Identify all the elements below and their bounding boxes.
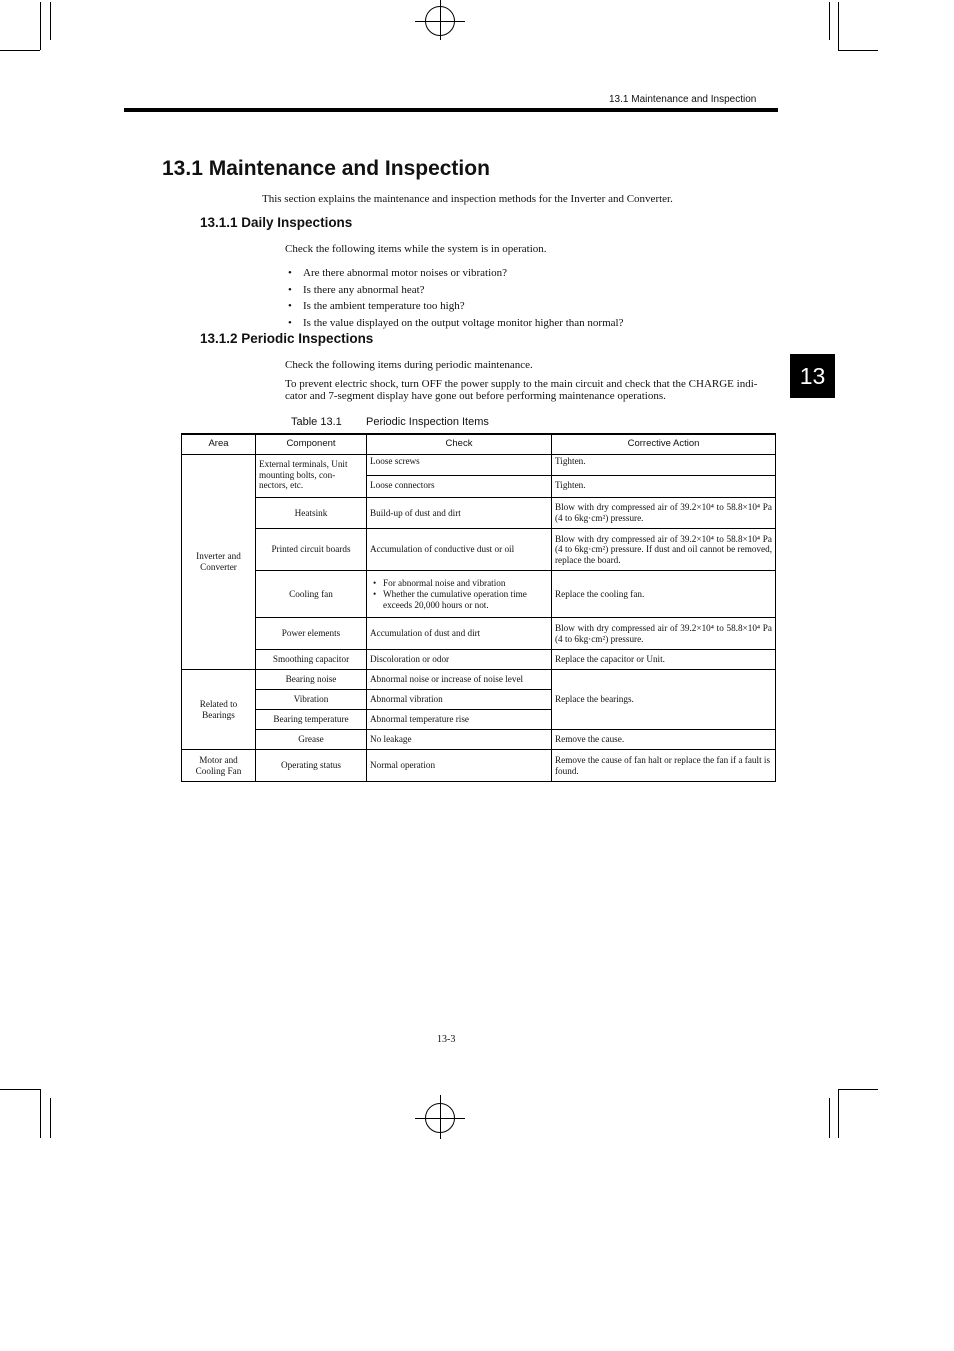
chapter-tab: 13 bbox=[790, 354, 835, 398]
check-cell: Abnormal temperature rise bbox=[367, 710, 552, 730]
action-cell: Blow with dry compressed air of 39.2×10⁴ to 58.8×10⁴ Pa (4 to 6kg·cm²) pressure. If dust and oil cannot be removed, replace the board. bbox=[552, 529, 776, 571]
action-cell: Tighten. bbox=[552, 476, 776, 498]
table-caption-title: Periodic Inspection Items bbox=[366, 416, 489, 428]
list-item: • For abnormal noise and vibration bbox=[373, 577, 506, 588]
col-header-area: Area bbox=[182, 434, 256, 455]
action-cell: Replace the capacitor or Unit. bbox=[552, 650, 776, 670]
area-cell: Related to Bearings bbox=[182, 670, 256, 750]
periodic-inspection-table bbox=[181, 433, 776, 782]
action-cell: Replace the cooling fan. bbox=[552, 571, 776, 618]
fan-check-list bbox=[370, 578, 548, 611]
list-item: • Is the value displayed on the output voltage monitor higher than normal? bbox=[288, 316, 624, 329]
page-title: 13.1 Maintenance and Inspection bbox=[162, 157, 490, 180]
list-item: • Is the ambient temperature too high? bbox=[288, 300, 465, 313]
table-row bbox=[182, 730, 776, 750]
col-header-corrective-action: Corrective Action bbox=[552, 434, 776, 455]
component-cell: Power elements bbox=[256, 618, 367, 650]
section-intro: This section explains the maintenance and inspection methods for the Inverter and Converter. bbox=[262, 193, 673, 205]
action-cell: Tighten. bbox=[552, 455, 776, 476]
component-cell: External terminals, Unit mounting bolts, con-nectors, etc. bbox=[256, 455, 367, 498]
table-row bbox=[182, 750, 776, 782]
component-cell: Bearing noise bbox=[256, 670, 367, 690]
component-cell: Operating status bbox=[256, 750, 367, 782]
component-cell: Grease bbox=[256, 730, 367, 750]
table-caption-number: Table 13.1 bbox=[291, 416, 342, 428]
check-cell: Accumulation of conductive dust or oil bbox=[367, 529, 552, 571]
list-item: • Are there abnormal motor noises or vibration? bbox=[288, 267, 508, 279]
page-number: 13-3 bbox=[437, 1034, 456, 1045]
table-row bbox=[182, 618, 776, 650]
col-header-component: Component bbox=[256, 434, 367, 455]
table-row bbox=[182, 498, 776, 529]
action-cell: Remove the cause. bbox=[552, 730, 776, 750]
list-item: • Is there any abnormal heat? bbox=[288, 283, 425, 296]
check-cell bbox=[367, 571, 552, 618]
check-cell: Loose screws bbox=[367, 455, 552, 476]
check-cell: Accumulation of dust and dirt bbox=[367, 618, 552, 650]
table-row bbox=[182, 455, 776, 476]
check-cell: Abnormal noise or increase of noise level bbox=[367, 670, 552, 690]
check-cell: Loose connectors bbox=[367, 476, 552, 498]
check-cell: Build-up of dust and dirt bbox=[367, 498, 552, 529]
check-cell: No leakage bbox=[367, 730, 552, 750]
safety-warning: To prevent electric shock, turn OFF the power supply to the main circuit and check that the CHARGE indi- cator and 7-segment display have gone out before performing maintenance operations. bbox=[285, 378, 758, 402]
action-cell: Blow with dry compressed air of 39.2×10⁴ to 58.8×10⁴ Pa (4 to 6kg·cm²) pressure. bbox=[552, 618, 776, 650]
table-row bbox=[182, 670, 776, 690]
action-cell: Remove the cause of fan halt or replace the fan if a fault is found. bbox=[552, 750, 776, 782]
list-item: • Whether the cumulative operation time exceeds 20,000 hours or not. bbox=[373, 589, 527, 610]
component-cell: Cooling fan bbox=[256, 571, 367, 618]
component-cell: Heatsink bbox=[256, 498, 367, 529]
periodic-lead: Check the following items during periodic maintenance. bbox=[285, 359, 533, 371]
daily-checklist bbox=[288, 265, 623, 331]
running-head: 13.1 Maintenance and Inspection bbox=[609, 94, 757, 105]
header-rule bbox=[124, 108, 778, 112]
component-cell: Printed circuit boards bbox=[256, 529, 367, 571]
area-cell: Motor and Cooling Fan bbox=[182, 750, 256, 782]
periodic-inspections-heading: 13.1.2 Periodic Inspections bbox=[200, 331, 374, 346]
check-cell: Normal operation bbox=[367, 750, 552, 782]
daily-lead: Check the following items while the system is in operation. bbox=[285, 243, 547, 255]
action-cell: Blow with dry compressed air of 39.2×10⁴ to 58.8×10⁴ Pa (4 to 6kg·cm²) pressure. bbox=[552, 498, 776, 529]
component-cell: Bearing temperature bbox=[256, 710, 367, 730]
table-row bbox=[182, 650, 776, 670]
component-cell: Vibration bbox=[256, 690, 367, 710]
check-cell: Discoloration or odor bbox=[367, 650, 552, 670]
col-header-check: Check bbox=[367, 434, 552, 455]
area-cell: Inverter and Converter bbox=[182, 455, 256, 670]
component-cell: Smoothing capacitor bbox=[256, 650, 367, 670]
check-cell: Abnormal vibration bbox=[367, 690, 552, 710]
action-cell: Replace the bearings. bbox=[552, 670, 776, 730]
table-row bbox=[182, 529, 776, 571]
table-row bbox=[182, 571, 776, 618]
table-header-row bbox=[182, 434, 776, 455]
daily-inspections-heading: 13.1.1 Daily Inspections bbox=[200, 215, 353, 230]
